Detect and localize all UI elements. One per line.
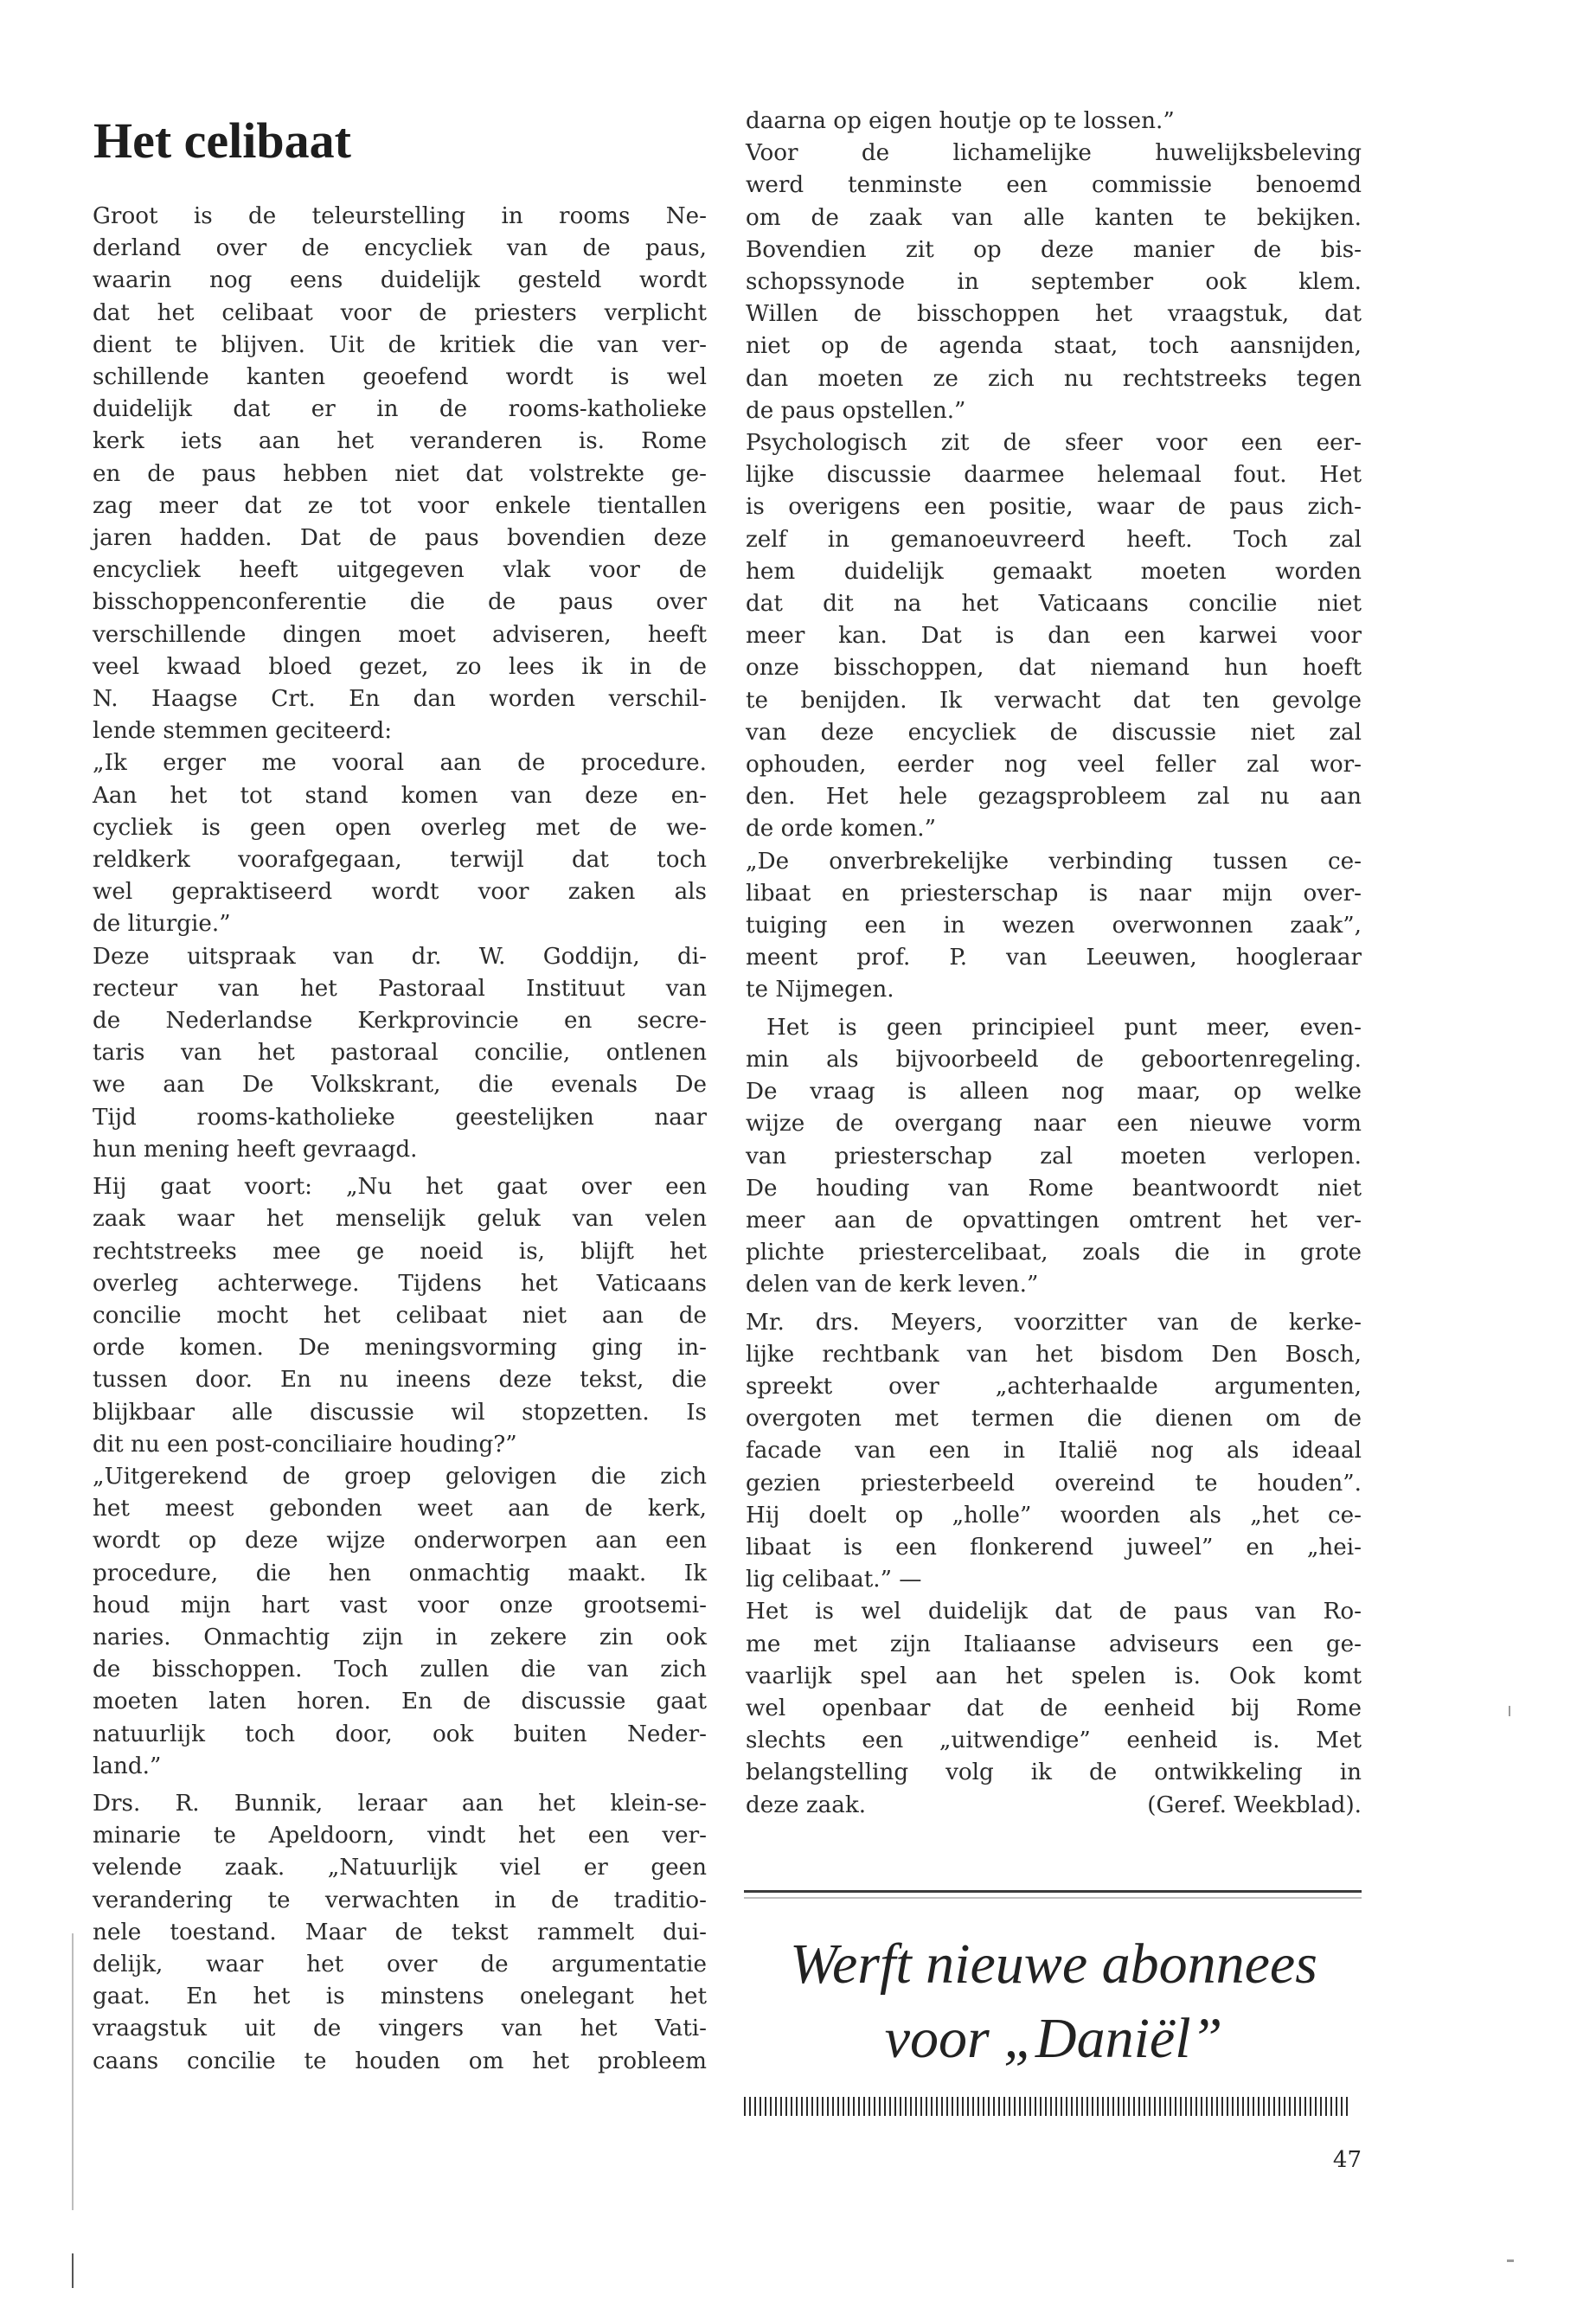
text-line: taris van het pastoraal concilie, ontlenen	[93, 1040, 707, 1067]
text-line: nele toestand. Maar de tekst rammelt dui-	[93, 1919, 707, 1945]
text-line: houd mijn hart vast voor onze grootsemi-	[93, 1592, 707, 1618]
text-line: kerk iets aan het veranderen is. Rome	[93, 428, 707, 455]
advert-line-1: Werft nieuwe abonnees	[790, 1932, 1317, 1996]
text-line: om de zaak van alle kanten te bekijken.	[746, 204, 1362, 231]
text-line: procedure, die hen onmachtig maakt. Ik	[93, 1560, 707, 1586]
text-line: deze zaak.	[746, 1791, 867, 1818]
text-line: zag meer dat ze tot voor enkele tientallen	[93, 492, 707, 519]
divider-rule-thin	[744, 1897, 1362, 1899]
text-line: lende stemmen geciteerd:	[93, 718, 393, 745]
text-line: daarna op eigen houtje op te lossen.”	[746, 108, 1175, 134]
text-line: recteur van het Pastoraal Instituut van	[93, 975, 707, 1002]
text-line: van priesterschap zal moeten verlopen.	[746, 1143, 1362, 1170]
text-line: meer aan de opvattingen omtrent het ver-	[746, 1207, 1362, 1234]
advert-line-2: voor „Daniël”	[884, 2007, 1223, 2070]
text-line: verschillende dingen moet adviseren, heeft	[93, 621, 707, 648]
text-line: slechts een „uitwendige” eenheid is. Met	[746, 1727, 1362, 1754]
text-line: vaarlijk spel aan het spelen is. Ook komt	[746, 1663, 1362, 1689]
decorative-tick-border	[744, 2097, 1349, 2116]
text-line: moeten laten horen. En de discussie gaat	[93, 1689, 707, 1715]
text-line: Psychologisch zit de sfeer voor een eer-	[746, 430, 1362, 457]
text-line: plichte priestercelibaat, zoals die in grote	[746, 1240, 1362, 1266]
text-line: Voor de lichamelijke huwelijksbeleving	[746, 140, 1362, 167]
divider-rule	[744, 1890, 1362, 1893]
text-line: ophouden, eerder nog veel feller zal wor-	[746, 752, 1362, 779]
text-line: Bovendien zit op deze manier de bis-	[746, 236, 1362, 263]
text-line: tuiging een in wezen overwonnen zaak”,	[746, 913, 1362, 939]
text-line: veel kwaad bloed gezet, zo lees ik in de	[93, 653, 707, 680]
text-line: te Nijmegen.	[746, 977, 894, 1003]
text-line: Tijd rooms-katholieke geestelijken naar	[93, 1104, 707, 1131]
text-line: „De onverbrekelijke verbinding tussen ce-	[746, 848, 1362, 875]
text-line: velende zaak. „Natuurlijk viel er geen	[93, 1855, 707, 1881]
text-line: minarie te Apeldoorn, vindt het een ver-	[93, 1823, 707, 1849]
text-line: meent prof. P. van Leeuwen, hoogleraar	[746, 945, 1362, 971]
text-line: dient te blijven. Uit de kritiek die van ver-	[93, 331, 707, 358]
left-column	[93, 201, 707, 2078]
text-line: zelf in gemanoeuvreerd heeft. Toch zal	[746, 526, 1362, 553]
text-line: libaat is een flonkerend juweel” en „hei-	[746, 1534, 1362, 1561]
text-line: schillende kanten geoefend wordt is wel	[93, 364, 707, 391]
text-line: verandering te verwachten in de traditio-	[93, 1887, 707, 1913]
text-line: gezien priesterbeeld overeind te houden”.	[746, 1470, 1362, 1497]
text-line: schopssynode in september ook klem.	[746, 269, 1362, 296]
text-line: Het is geen principieel punt meer, even-	[766, 1014, 1362, 1041]
scan-margin-mark	[72, 2253, 74, 2288]
text-line: Hij gaat voort: „Nu het gaat over een	[93, 1174, 707, 1201]
text-line: hun mening heeft gevraagd.	[93, 1136, 418, 1163]
text-line: „Ik erger me vooral aan de procedure.	[93, 750, 707, 777]
text-line: bisschoppenconferentie die de paus over	[93, 589, 707, 616]
text-line: blijkbaar alle discussie wil stopzetten. Is	[93, 1399, 707, 1426]
text-line: rechtstreeks mee ge noeid is, blijft het	[93, 1238, 707, 1265]
text-line: Groot is de teleurstelling in rooms Ne-	[93, 203, 707, 229]
text-line: den. Het hele gezagsprobleem zal nu aan	[746, 784, 1362, 811]
text-line: lijke discussie daarmee helemaal fout. Het	[746, 462, 1362, 489]
source-citation: (Geref. Weekblad).	[1147, 1791, 1362, 1818]
text-line: wel gepraktiseerd wordt voor zaken als	[93, 879, 707, 906]
text-line: we aan De Volkskrant, die evenals De	[93, 1072, 707, 1099]
text-line: en de paus hebben niet dat volstrekte ge-	[93, 460, 707, 487]
right-column	[746, 106, 1362, 1822]
text-line: land.”	[93, 1753, 162, 1779]
text-line: niet op de agenda staat, toch aansnijden,	[746, 333, 1362, 360]
article-title: Het celibaat	[93, 112, 351, 169]
text-line: wordt op deze wijze onderworpen aan een	[93, 1528, 707, 1554]
text-line: naries. Onmachtig zijn in zekere zin ook	[93, 1624, 707, 1650]
text-line: Hij doelt op „holle” woorden als „het ce-	[746, 1502, 1362, 1529]
text-line: overgoten met termen die dienen om de	[746, 1406, 1362, 1433]
text-line: Aan het tot stand komen van deze en-	[93, 782, 707, 809]
text-line: De vraag is alleen nog maar, op welke	[746, 1079, 1362, 1106]
text-line: dan moeten ze zich nu rechtstreeks tegen	[746, 365, 1362, 392]
closing-line	[746, 1790, 1362, 1822]
text-line: hem duidelijk gemaakt moeten worden	[746, 558, 1362, 585]
text-line: facade van een in Italië nog als ideaal	[746, 1438, 1362, 1465]
text-line: onze bisschoppen, dat niemand hun hoeft	[746, 655, 1362, 682]
text-line: te benijden. Ik verwacht dat ten gevolge	[746, 687, 1362, 714]
text-line: Deze uitspraak van dr. W. Goddijn, di-	[93, 943, 707, 970]
text-line: de Nederlandse Kerkprovincie en secre-	[93, 1008, 707, 1035]
text-line: lig celibaat.” —	[746, 1567, 922, 1593]
text-line: de orde komen.”	[746, 816, 936, 843]
text-line: N. Haagse Crt. En dan worden verschil-	[93, 686, 707, 713]
text-line: jaren hadden. Dat de paus bovendien deze	[93, 525, 707, 552]
text-line: vraagstuk uit de vingers van het Vati-	[93, 2016, 707, 2042]
text-line: spreekt over „achterhaalde argumenten,	[746, 1373, 1362, 1400]
text-line: delijk, waar het over de argumentatie	[93, 1951, 707, 1977]
text-line: dat het celibaat voor de priesters verplicht	[93, 299, 707, 326]
text-line: overleg achterwege. Tijdens het Vaticaans	[93, 1270, 707, 1297]
text-line: belangstelling volg ik de ontwikkeling in	[746, 1759, 1362, 1786]
text-line: lijke rechtbank van het bisdom Den Bosch,	[746, 1341, 1362, 1368]
text-line: caans concilie te houden om het probleem	[93, 2048, 707, 2074]
text-line: De houding van Rome beantwoordt niet	[746, 1175, 1362, 1202]
text-line: de paus opstellen.”	[746, 397, 966, 424]
page-number: 47	[1332, 2147, 1362, 2173]
text-line: Mr. drs. Meyers, voorzitter van de kerke-	[746, 1309, 1362, 1336]
text-line: dit nu een post-conciliaire houding?”	[93, 1431, 517, 1458]
text-line: natuurlijk toch door, ook buiten Neder-	[93, 1721, 707, 1747]
text-line: de liturgie.”	[93, 911, 231, 938]
text-line: me met zijn Italiaanse adviseurs een ge-	[746, 1631, 1362, 1657]
text-line: „Uitgerekend de groep gelovigen die zich	[93, 1463, 707, 1490]
text-line: reldkerk voorafgegaan, terwijl dat toch	[93, 847, 707, 874]
scan-speck	[1507, 2259, 1514, 2262]
text-line: dat dit na het Vaticaans concilie niet	[746, 591, 1362, 618]
text-line: Het is wel duidelijk dat de paus van Ro-	[746, 1599, 1362, 1625]
text-line: van deze encycliek de discussie niet zal	[746, 719, 1362, 746]
scan-speck	[1509, 1706, 1510, 1716]
text-line: is overigens een positie, waar de paus zich-	[746, 494, 1362, 521]
text-line: gaat. En het is minstens onelegant het	[93, 1984, 707, 2010]
text-line: het meest gebonden weet aan de kerk,	[93, 1496, 707, 1522]
text-line: meer kan. Dat is dan een karwei voor	[746, 623, 1362, 650]
text-line: libaat en priesterschap is naar mijn over-	[746, 880, 1362, 907]
text-line: wel openbaar dat de eenheid bij Rome	[746, 1695, 1362, 1721]
text-line: Willen de bisschoppen het vraagstuk, dat	[746, 301, 1362, 328]
text-line: Drs. R. Bunnik, leraar aan het klein-se-	[93, 1790, 707, 1817]
text-line: duidelijk dat er in de rooms-katholieke	[93, 396, 707, 423]
text-line: tussen door. En nu ineens deze tekst, die	[93, 1367, 707, 1394]
text-line: delen van de kerk leven.”	[746, 1272, 1039, 1298]
scan-margin-mark	[72, 1933, 74, 2210]
text-line: orde komen. De meningsvorming ging in-	[93, 1335, 707, 1362]
text-line: cycliek is geen open overleg met de we-	[93, 814, 707, 841]
text-line: min als bijvoorbeeld de geboortenregeling.	[746, 1046, 1362, 1073]
text-line: derland over de encycliek van de paus,	[93, 235, 707, 262]
text-line: waarin nog eens duidelijk gesteld wordt	[93, 267, 707, 294]
text-line: wijze de overgang naar een nieuwe vorm	[746, 1111, 1362, 1138]
text-line: werd tenminste een commissie benoemd	[746, 172, 1362, 199]
text-line: encycliek heeft uitgegeven vlak voor de	[93, 557, 707, 584]
text-line: concilie mocht het celibaat niet aan de	[93, 1302, 707, 1329]
text-line: de bisschoppen. Toch zullen die van zich	[93, 1657, 707, 1683]
text-line: zaak waar het menselijk geluk van velen	[93, 1206, 707, 1233]
